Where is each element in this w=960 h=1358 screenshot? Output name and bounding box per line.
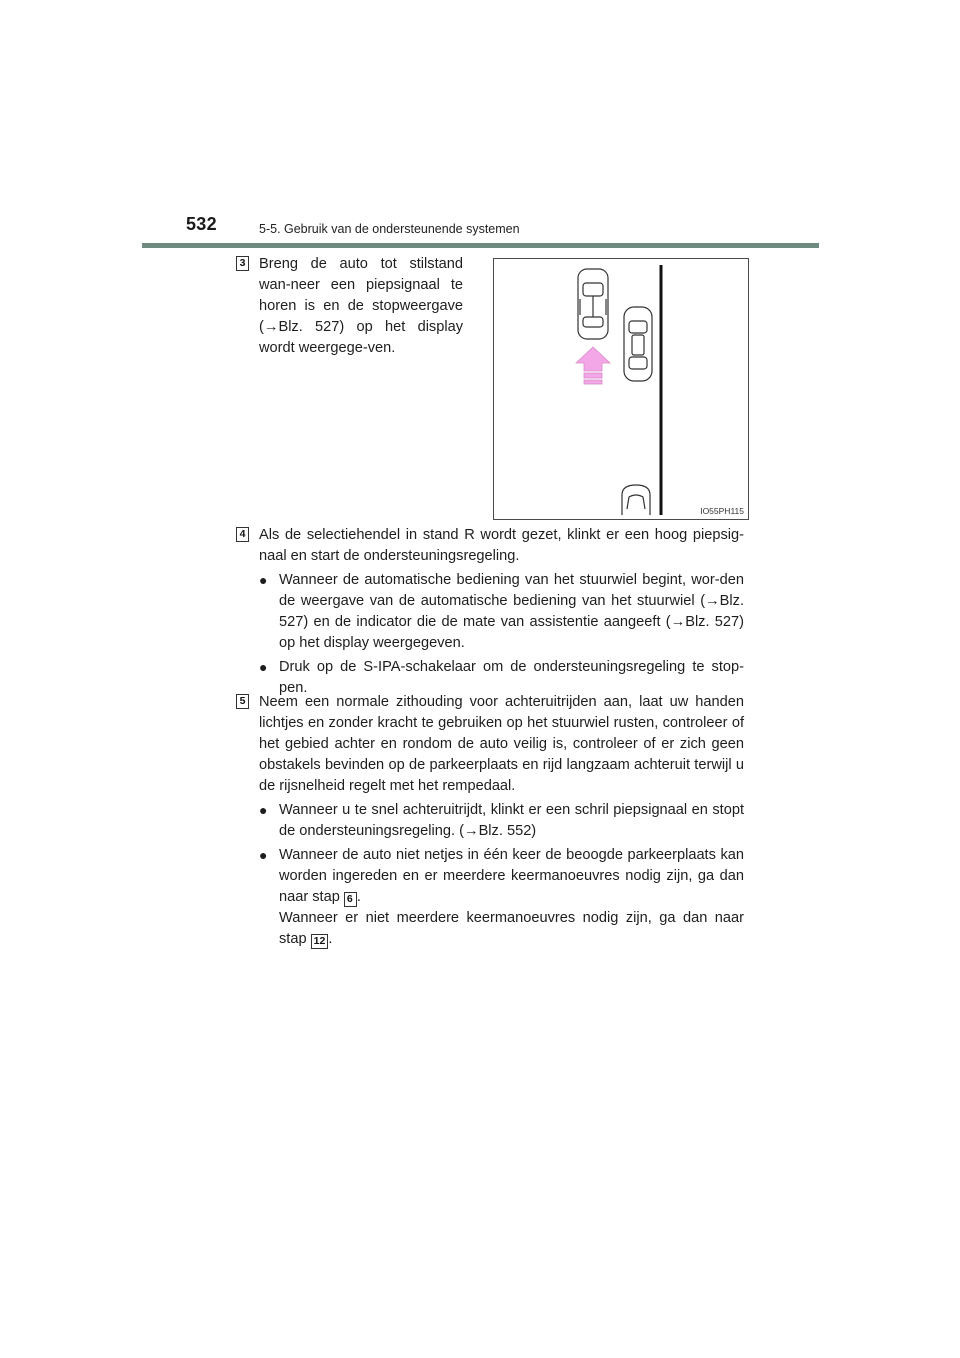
parked-car-icon: [624, 307, 652, 381]
list-item: [259, 800, 744, 842]
list-item: [259, 845, 744, 950]
step-badge-5: 5: [236, 694, 249, 709]
bullet-text: Wanneer de auto niet netjes in één keer de beoogde parkeerplaats kan worden ingereden en er meerdere keermanoeuvres nodig zijn, ga dan naar stap 6 .: [279, 847, 744, 905]
bullet-text-part: Wanneer de auto niet netjes in één keer de beoogde parkeerplaats kan worden ingereden en er meerdere keermanoeuvres nodig zijn, ga dan naar stap: [279, 847, 744, 905]
illustration-code: IO55PH115: [700, 506, 744, 516]
step-4-paragraph: Als de selectiehendel in stand R wordt gezet, klinkt er een hoog piepsig-naal en start de ondersteuningsregeling.: [259, 527, 744, 564]
section-title: 5-5. Gebruik van de ondersteunende systemen: [259, 222, 520, 236]
bullet-text: Wanneer u te snel achteruitrijdt, klinkt er een schril piepsignaal en stopt de ondersteuningsregeling. (→Blz. 552): [279, 802, 744, 839]
rear-car-icon: [622, 485, 650, 515]
step-ref-badge-12: 12: [311, 934, 329, 949]
bullet-text: Wanneer er niet meerdere keermanoeuvres nodig zijn, ga dan naar stap 12 .: [279, 910, 744, 947]
bullet-icon: ●: [259, 847, 268, 863]
step-badge-4: 4: [236, 527, 249, 542]
bullet-text: Druk op de S-IPA-schakelaar om de ondersteuningsregeling te stop-pen.: [279, 659, 744, 696]
header-divider: [142, 243, 819, 248]
step-3-text: [259, 254, 463, 359]
page-number: 532: [186, 214, 217, 234]
step-5-text: [259, 692, 744, 950]
step-5-paragraph: Neem een normale zithouding voor achteruitrijden aan, laat uw handen lichtjes en zonder kracht te gebruiken op het stuurwiel rusten, controleer of het gebied achter en rondom de auto veilig is, controleer of er zich geen obstakels bevinden op de parkeerplaats en rijd langzaam achteruit terwijl u de rijsnelheid regelt met het rempedaal.: [259, 694, 744, 794]
bullet-text: Wanneer de automatische bediening van het stuurwiel begint, wor-den de weergave van de automatische bediening van het stuurwiel (→Blz. 527) en de indicator die de mate van assistentie aangeeft (→Blz. 527) op het display weergegeven.: [279, 572, 744, 651]
bullet-icon: ●: [259, 572, 268, 588]
bullet-icon: ●: [259, 802, 268, 818]
forward-arrow-icon: [576, 347, 610, 384]
parking-illustration: [493, 258, 749, 520]
parking-diagram: [494, 259, 750, 521]
step-3-paragraph: Breng de auto tot stilstand wan-neer een piepsignaal te horen is en de stopweergave (→Blz. 527) op het display wordt weergege-ven.: [259, 256, 463, 356]
ego-car-icon: [578, 269, 608, 339]
list-item: [259, 570, 744, 654]
bullet-text-part: Wanneer er niet meerdere keermanoeuvres nodig zijn, ga dan naar stap: [279, 910, 744, 947]
step-badge-3: 3: [236, 256, 249, 271]
bullet-icon: ●: [259, 659, 268, 675]
step-ref-badge-6: 6: [344, 892, 357, 907]
step-4-text: [259, 525, 744, 699]
